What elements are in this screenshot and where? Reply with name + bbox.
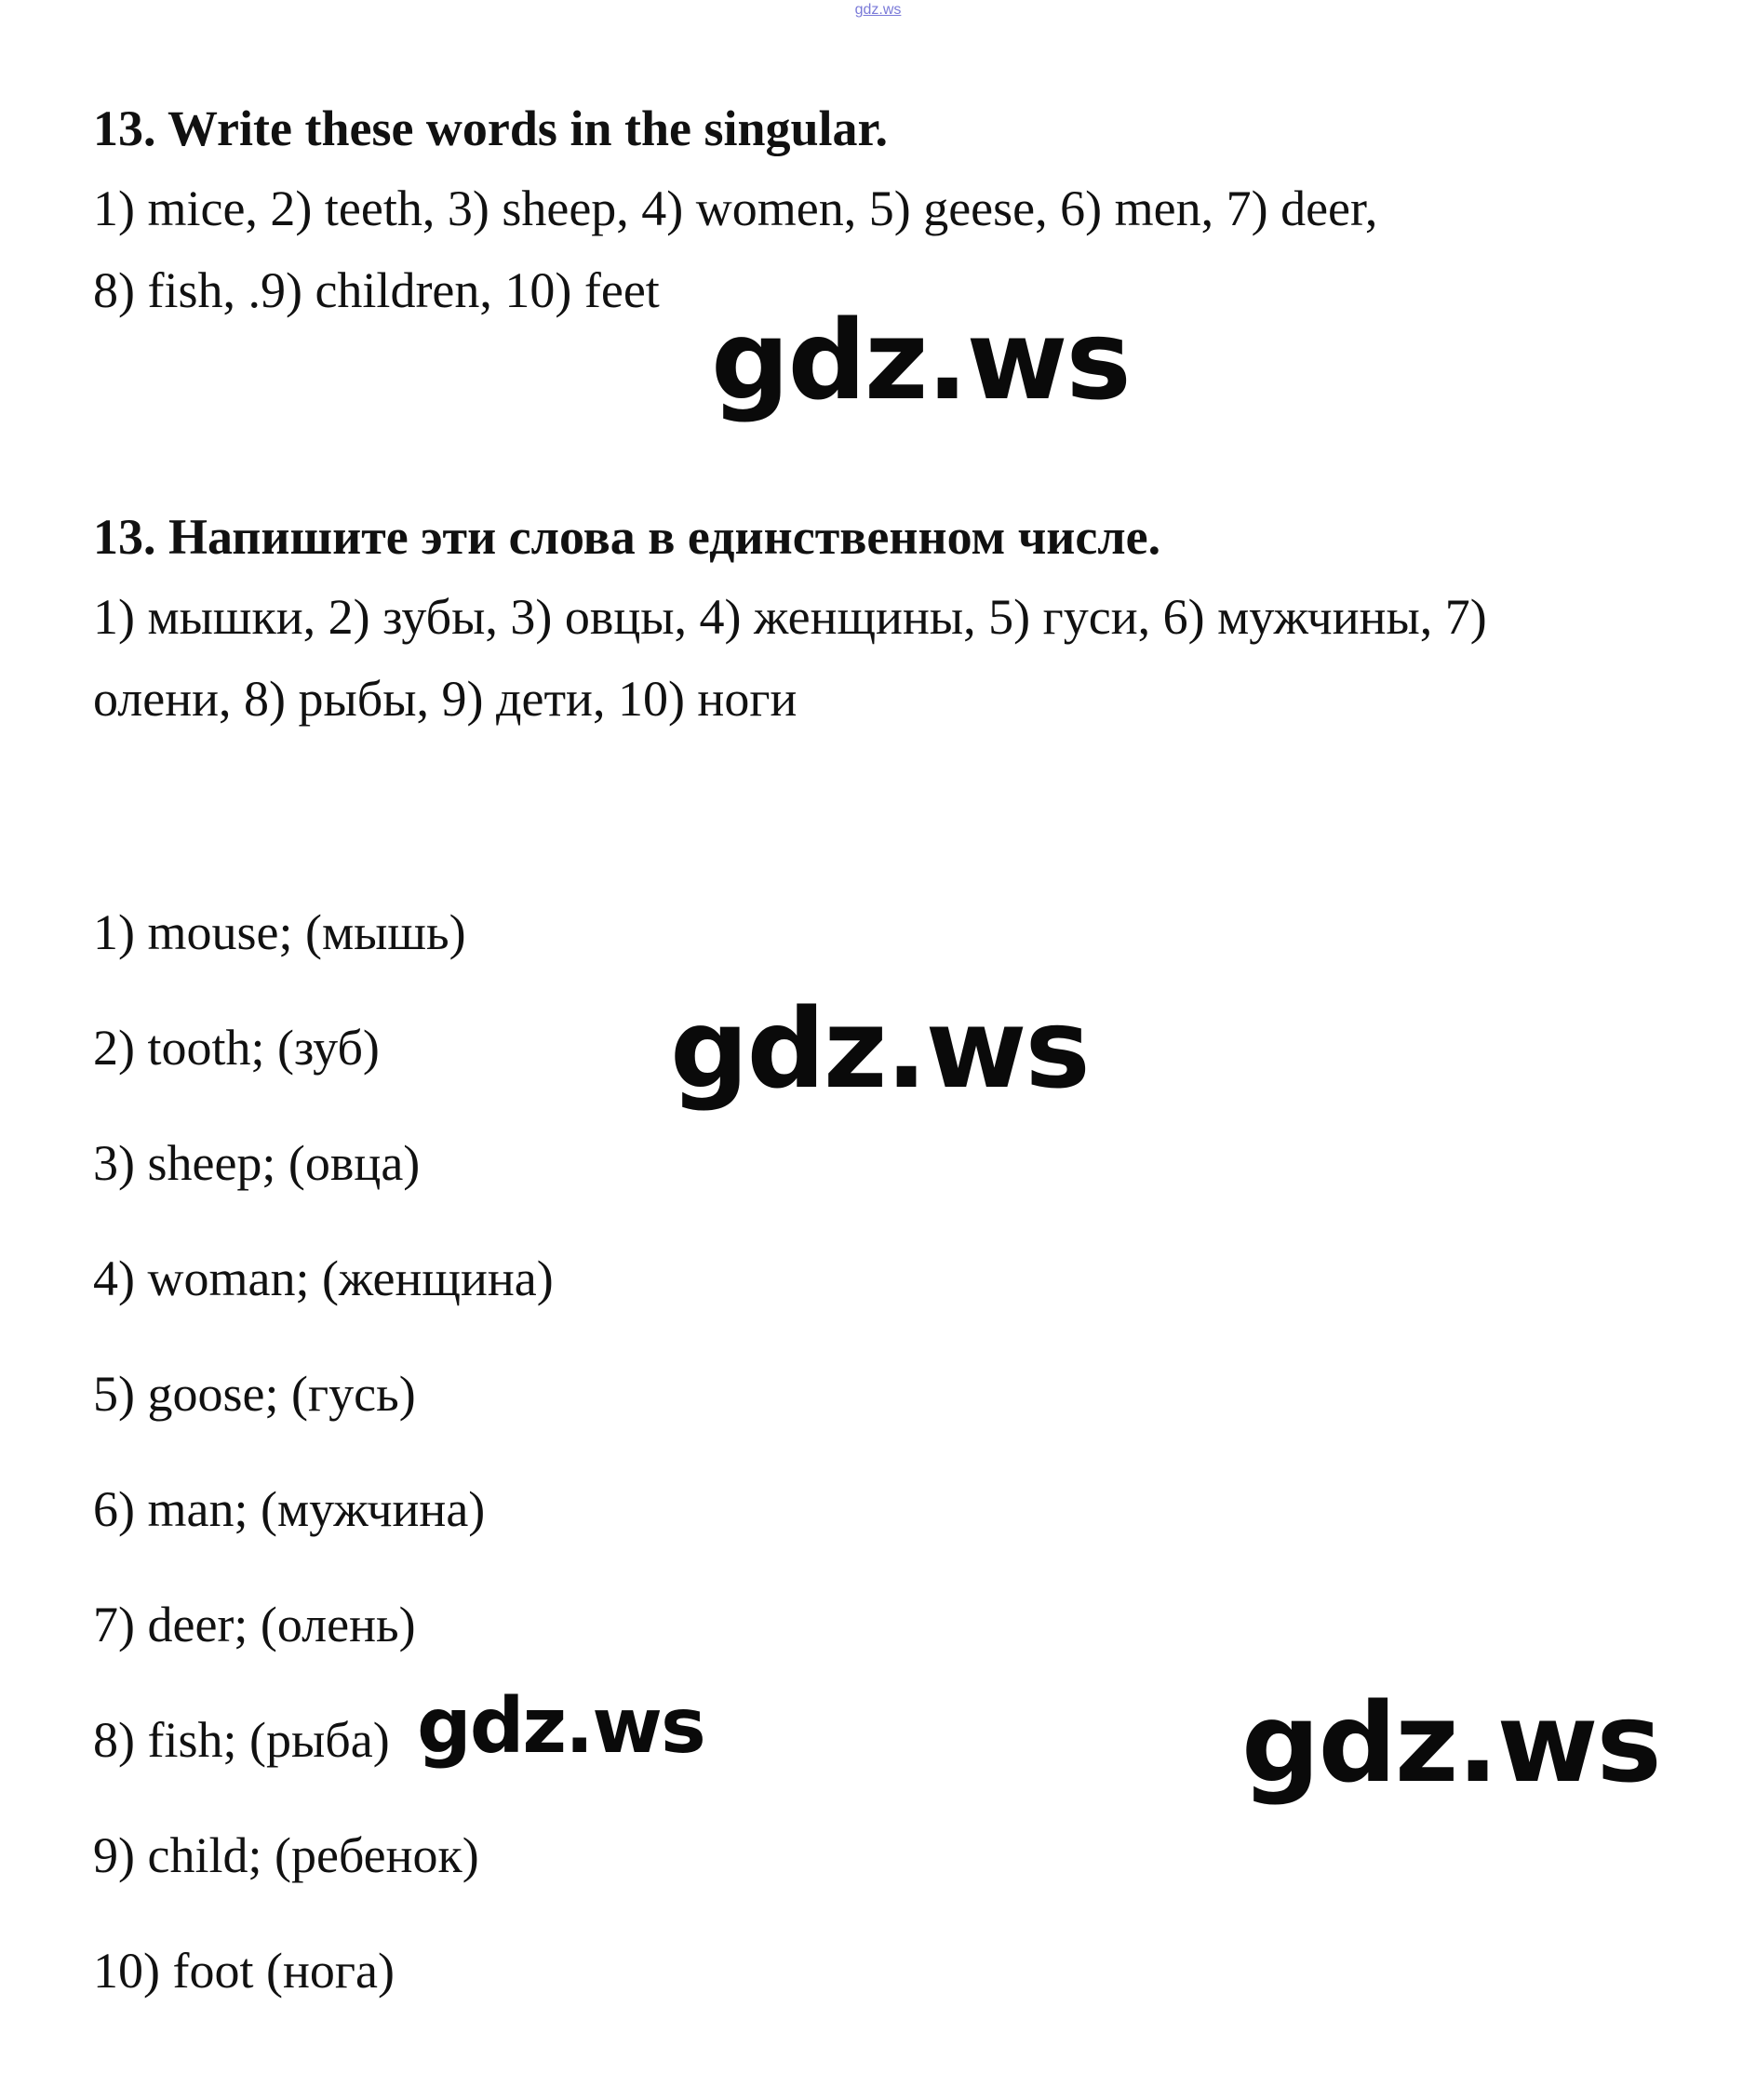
- task-title-english: 13. Write these words in the singular.: [93, 100, 889, 156]
- watermark-text: gdz.ws: [417, 1682, 704, 1771]
- task-words-line-2: 8) fish, .9) children, 10) feet: [93, 262, 660, 318]
- task-words-russian-line-1: 1) мышки, 2) зубы, 3) овцы, 4) женщины, 5) гуси, 6) мужчины, 7): [93, 589, 1487, 645]
- answer-item: 5) goose; (гусь): [93, 1366, 416, 1422]
- answer-item: 9) child; (ребенок): [93, 1827, 479, 1883]
- watermark-text: gdz.ws: [670, 984, 1089, 1113]
- task-words-russian-line-2: олени, 8) рыбы, 9) дети, 10) ноги: [93, 671, 798, 727]
- answer-item: 4) woman; (женщина): [93, 1251, 554, 1306]
- answer-item: 3) sheep; (овца): [93, 1135, 421, 1191]
- answer-item: 8) fish; (рыба): [93, 1712, 390, 1768]
- answer-item: 1) mouse; (мышь): [93, 904, 466, 960]
- task-title-russian: 13. Напишите эти слова в единственном числе.: [93, 509, 1161, 565]
- answer-item: 6) man; (мужчина): [93, 1481, 486, 1537]
- watermark-text: gdz.ws: [711, 296, 1130, 424]
- watermark-text: gdz.ws: [1241, 1679, 1660, 1807]
- answer-item: 10) foot (нога): [93, 1943, 395, 1999]
- answer-item: 2) tooth; (зуб): [93, 1020, 380, 1076]
- answer-item: 7) deer; (олень): [93, 1597, 416, 1652]
- task-words-line-1: 1) mice, 2) teeth, 3) sheep, 4) women, 5) geese, 6) men, 7) deer,: [93, 181, 1378, 236]
- header-watermark-link[interactable]: gdz.ws: [854, 2, 902, 18]
